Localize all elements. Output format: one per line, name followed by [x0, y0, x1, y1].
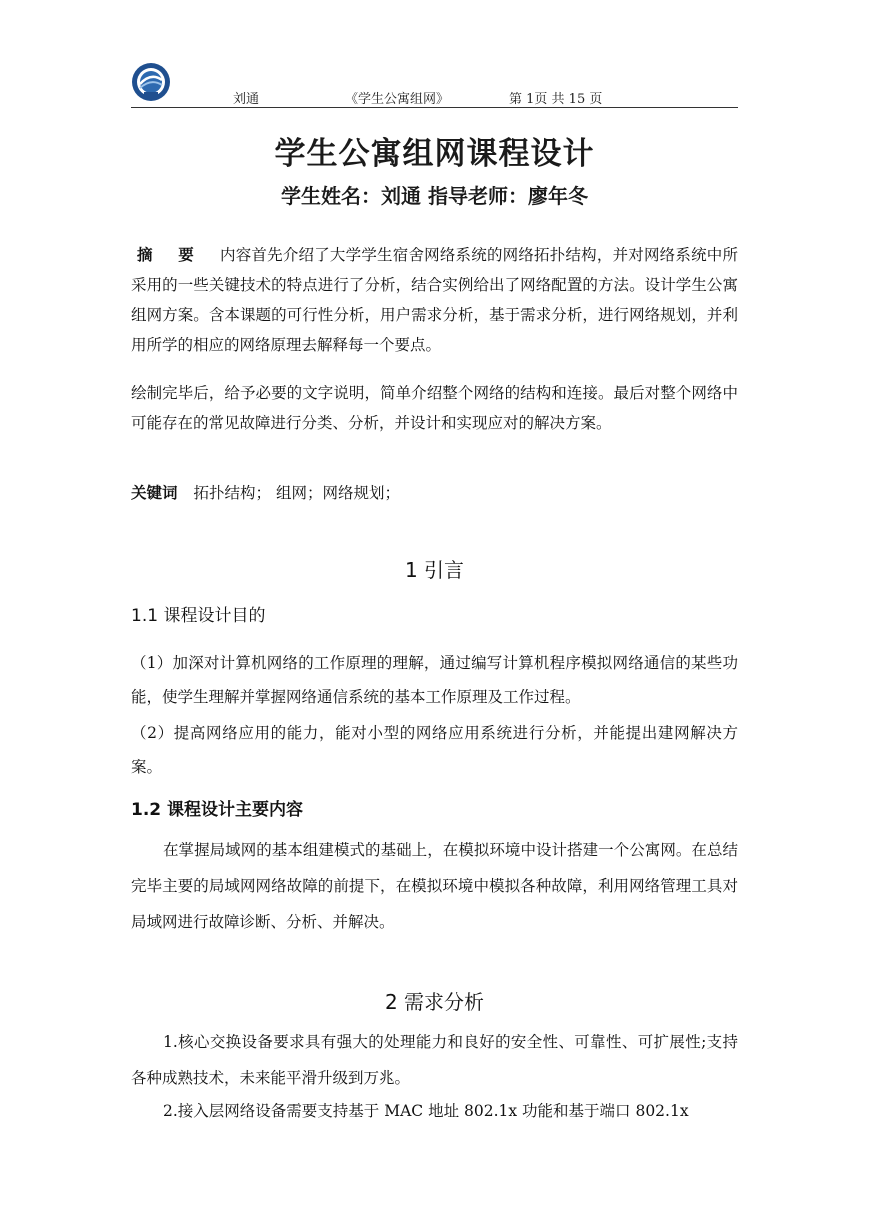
keywords-line: [131, 478, 738, 508]
section-2-heading: 2 需求分析: [384, 990, 485, 1014]
section-1-1-heading: 1.1 课程设计目的: [131, 606, 266, 626]
section-1-2-heading: 1.2 课程设计主要内容: [131, 800, 304, 820]
section-2-paragraph-1: 1.核心交换设备要求具有强大的处理能力和良好的安全性、可靠性、可扩展性;支持各种成熟技术，未来能平滑升级到万兆。: [131, 1033, 738, 1087]
document-subtitle: 学生姓名：刘通 指导老师：廖年冬: [281, 184, 588, 208]
section-1-2-paragraph: 在掌握局域网的基本组建模式的基础上，在模拟环境中设计搭建一个公寓网。在总结完毕主要的局域网网络故障的前提下，在模拟环境中模拟各种故障，利用网络管理工具对局域网进行故障诊断、分析、并解决。: [131, 841, 738, 931]
header-doc-title: 《学生公寓组网》: [345, 92, 450, 107]
abstract-text-1: 内容首先介绍了大学学生宿舍网络系统的网络拓扑结构，并对网络系统中所采用的一些关键技术的特点进行了分析，结合实例给出了网络配置的方法。设计学生公寓组网方案。含本课题的可行性分析，用户需求分析，基于需求分析，进行网络规划，并利用所学的相应的网络原理去解释每一个要点。: [131, 246, 738, 354]
abstract-paragraph-2: [131, 378, 738, 438]
abstract-label: 摘 要: [137, 246, 205, 264]
abstract-text-2: 绘制完毕后，给予必要的文字说明，简单介绍整个网络的结构和连接。最后对整个网络中可能存在的常见故障进行分类、分析，并设计和实现应对的解决方案。: [131, 384, 738, 432]
keywords-label: 关键词: [131, 484, 178, 502]
section-1-heading: 1 引言: [404, 558, 465, 582]
document-title: 学生公寓组网课程设计: [274, 136, 595, 172]
abstract-paragraph: [131, 240, 738, 360]
header-divider: [131, 107, 738, 108]
section-2-paragraph-2: 2.接入层网络设备需要支持基于 MAC 地址 802.1x 功能和基于端口 802.1x: [163, 1102, 689, 1120]
header-author: 刘通: [233, 92, 260, 107]
section-1-1-paragraph-1: （1）加深对计算机网络的工作原理的理解，通过编写计算机程序模拟网络通信的某些功能，使学生理解并掌握网络通信系统的基本工作原理及工作过程。: [131, 654, 738, 706]
university-logo-icon: [131, 62, 171, 102]
header-page-info: 第 1页 共 15 页: [509, 92, 603, 107]
keywords-text: 拓扑结构； 组网；网络规划；: [193, 484, 400, 502]
section-1-1-paragraph-2: （2）提高网络应用的能力，能对小型的网络应用系统进行分析，并能提出建网解决方案。: [131, 724, 738, 776]
